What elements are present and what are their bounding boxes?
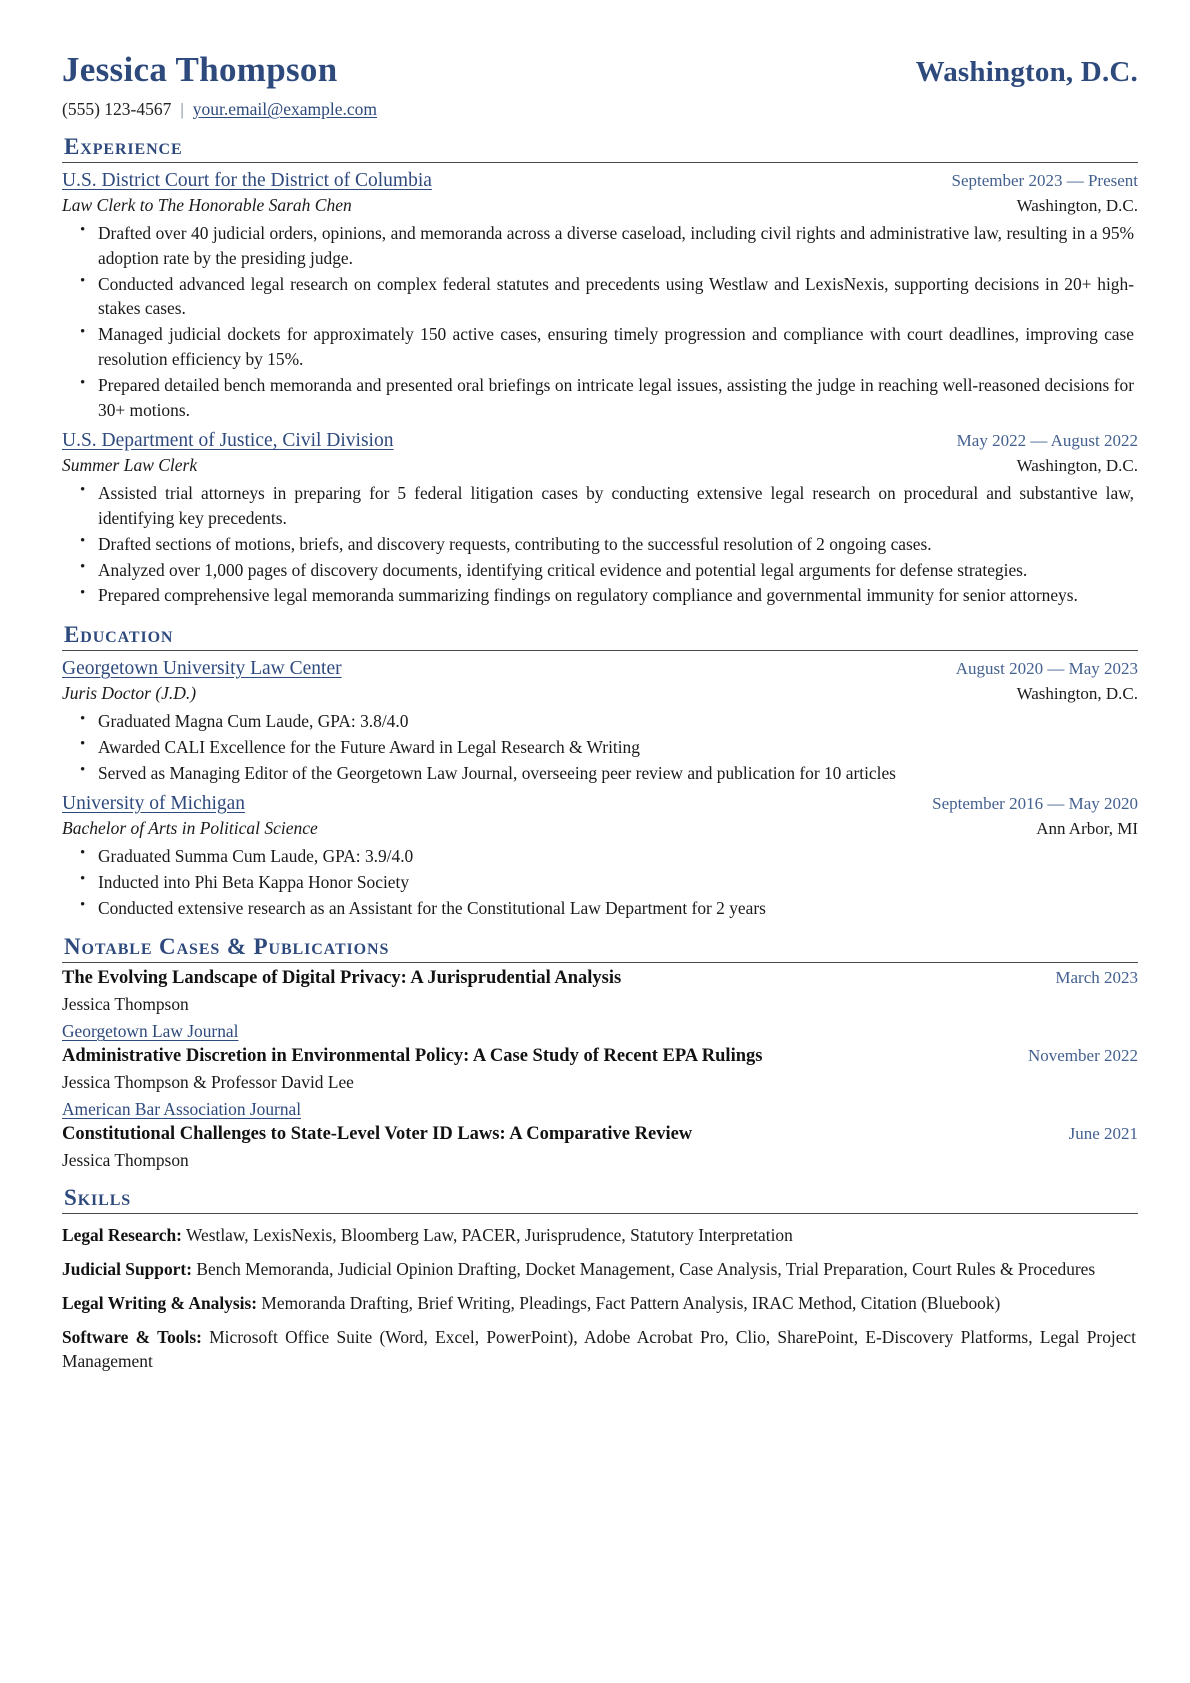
skill-items: Microsoft Office Suite (Word, Excel, PowerPoint), Adobe Acrobat Pro, Clio, SharePoint, E-Discovery Platforms, Legal Project Management <box>62 1326 1136 1372</box>
school-link[interactable]: Georgetown University Law Center <box>62 658 342 680</box>
education-dates: September 2016 — May 2020 <box>932 793 1138 813</box>
entry-header-row <box>62 658 1138 680</box>
section-skills <box>62 1185 1138 1374</box>
school-link[interactable]: University of Michigan <box>62 792 246 814</box>
skill-category-label: Judicial Support: <box>62 1258 192 1279</box>
education-entry <box>62 658 1138 786</box>
achievement-list <box>62 844 1138 921</box>
publication-authors: Jessica Thompson & Professor David Lee <box>62 1072 354 1093</box>
header-location: Washington, D.C. <box>915 56 1138 88</box>
responsibility-list <box>62 481 1138 608</box>
entry-subheader-row <box>62 195 1138 216</box>
experience-entry <box>62 170 1138 423</box>
degree: Juris Doctor (J.D.) <box>62 683 197 704</box>
publication-entry <box>62 1046 1138 1120</box>
publication-title: Constitutional Challenges to State-Level Voter ID Laws: A Comparative Review <box>62 1124 693 1145</box>
responsibility-list <box>62 221 1138 423</box>
job-location: Washington, D.C. <box>1016 455 1138 475</box>
publication-title: Administrative Discretion in Environmental Policy: A Case Study of Recent EPA Rulings <box>62 1046 763 1067</box>
publication-entry <box>62 968 1138 1042</box>
skill-category-label: Software & Tools: <box>62 1326 202 1347</box>
list-item: • Awarded CALI Excellence for the Future Award in Legal Research & Writing <box>98 735 1138 760</box>
entry-header-row <box>62 170 1138 192</box>
publication-journal-link[interactable]: Georgetown Law Journal <box>62 1021 239 1042</box>
section-publications <box>62 934 1138 1171</box>
experience-entry <box>62 430 1138 608</box>
list-item: • Graduated Magna Cum Laude, GPA: 3.8/4.0 <box>98 709 1138 734</box>
contact-separator: | <box>180 100 184 119</box>
section-divider <box>62 962 1138 963</box>
publication-authors: Jessica Thompson <box>62 994 189 1015</box>
skill-group <box>62 1291 1138 1316</box>
phone-number: (555) 123-4567 <box>62 99 172 119</box>
section-title-skills: Skills <box>64 1185 132 1211</box>
section-education <box>62 622 1138 920</box>
entry-header-row <box>62 430 1138 452</box>
achievement-list <box>62 709 1138 786</box>
list-item: • Managed judicial dockets for approximately 150 active cases, ensuring timely progression and compliance with court deadlines, improving case resolution efficiency by 15%. <box>98 322 1138 372</box>
section-divider <box>62 1213 1138 1214</box>
employment-dates: September 2023 — Present <box>951 170 1138 190</box>
list-item: • Prepared comprehensive legal memoranda summarizing findings on regulatory compliance and governmental immunity for senior attorneys. <box>98 583 1138 608</box>
page-title: Jessica Thompson <box>62 50 338 89</box>
entry-subheader-row <box>62 455 1138 476</box>
entry-subheader-row <box>62 818 1138 839</box>
skill-group <box>62 1257 1138 1282</box>
education-dates: August 2020 — May 2023 <box>955 659 1138 679</box>
section-title-education: Education <box>64 622 174 648</box>
school-location: Ann Arbor, MI <box>1036 818 1138 838</box>
section-divider <box>62 162 1138 163</box>
employer-link[interactable]: U.S. Department of Justice, Civil Division <box>62 429 394 451</box>
list-item: • Analyzed over 1,000 pages of discovery documents, identifying critical evidence and potential legal arguments for defense strategies. <box>98 558 1138 583</box>
list-item: • Served as Managing Editor of the Georgetown Law Journal, overseeing peer review and publication for 10 articles <box>98 761 1138 786</box>
section-divider <box>62 650 1138 651</box>
skill-group <box>62 1223 1138 1248</box>
skill-items: Memoranda Drafting, Brief Writing, Pleadings, Fact Pattern Analysis, IRAC Method, Citation (Bluebook) <box>261 1292 1001 1313</box>
list-item: • Conducted extensive research as an Assistant for the Constitutional Law Department for 2 years <box>98 896 1138 921</box>
skill-items: Westlaw, LexisNexis, Bloomberg Law, PACER, Jurisprudence, Statutory Interpretation <box>185 1224 793 1245</box>
section-experience <box>62 134 1138 608</box>
publication-journal-link[interactable]: American Bar Association Journal <box>62 1099 302 1120</box>
skill-group <box>62 1325 1138 1375</box>
education-entry <box>62 793 1138 921</box>
contact-line <box>62 99 1138 120</box>
section-title-experience: Experience <box>64 134 183 159</box>
publication-header-row <box>62 1046 1138 1067</box>
publication-date: March 2023 <box>1055 968 1138 988</box>
list-item: • Drafted over 40 judicial orders, opinions, and memoranda across a diverse caseload, including civil rights and administrative law, resulting in a 95% adoption rate by the presiding judge. <box>98 221 1138 271</box>
publication-header-row <box>62 1124 1138 1145</box>
skill-category-label: Legal Writing & Analysis: <box>62 1292 258 1313</box>
resume-header <box>62 52 1138 89</box>
list-item: • Assisted trial attorneys in preparing for 5 federal litigation cases by conducting extensive legal research on procedural and substantive law, identifying key precedents. <box>98 481 1138 531</box>
list-item: • Prepared detailed bench memoranda and presented oral briefings on intricate legal issues, assisting the judge in reaching well-reasoned decisions for 30+ motions. <box>98 373 1138 423</box>
publication-title: The Evolving Landscape of Digital Privacy: A Jurisprudential Analysis <box>62 968 622 989</box>
section-title-publications: Notable Cases & Publications <box>64 934 390 960</box>
list-item: • Graduated Summa Cum Laude, GPA: 3.9/4.0 <box>98 844 1138 869</box>
list-item: • Conducted advanced legal research on complex federal statutes and precedents using Westlaw and LexisNexis, supporting decisions in 20+ high-stakes cases. <box>98 272 1138 322</box>
publication-header-row <box>62 968 1138 989</box>
job-title: Law Clerk to The Honorable Sarah Chen <box>62 194 352 215</box>
skill-items: Bench Memoranda, Judicial Opinion Drafting, Docket Management, Case Analysis, Trial Preparation, Court Rules & Procedures <box>196 1258 1096 1279</box>
employer-link[interactable]: U.S. District Court for the District of Columbia <box>62 169 432 191</box>
publication-entry <box>62 1124 1138 1171</box>
list-item: • Inducted into Phi Beta Kappa Honor Society <box>98 870 1138 895</box>
list-item: • Drafted sections of motions, briefs, and discovery requests, contributing to the successful resolution of 2 ongoing cases. <box>98 532 1138 557</box>
job-location: Washington, D.C. <box>1016 195 1138 215</box>
school-location: Washington, D.C. <box>1016 684 1138 704</box>
entry-header-row <box>62 793 1138 815</box>
skill-category-label: Legal Research: <box>62 1224 182 1245</box>
publication-authors: Jessica Thompson <box>62 1150 189 1171</box>
employment-dates: May 2022 — August 2022 <box>956 430 1138 450</box>
publication-date: November 2022 <box>1027 1046 1138 1066</box>
job-title: Summer Law Clerk <box>62 454 198 475</box>
degree: Bachelor of Arts in Political Science <box>62 817 318 838</box>
email-link[interactable]: your.email@example.com <box>192 99 378 119</box>
entry-subheader-row <box>62 683 1138 704</box>
publication-date: June 2021 <box>1068 1124 1138 1144</box>
